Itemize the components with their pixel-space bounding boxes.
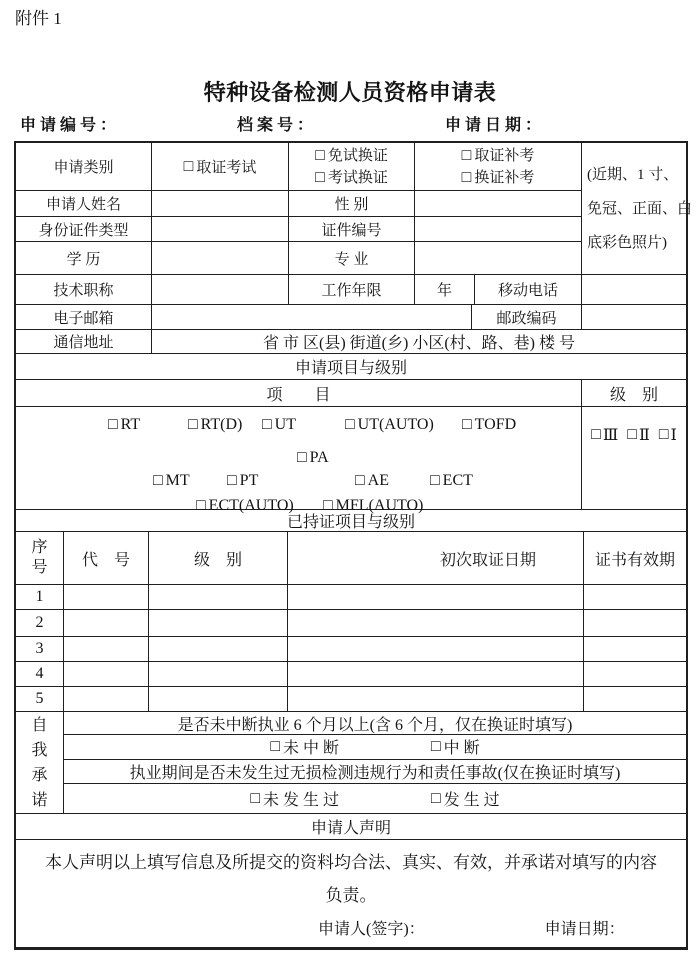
- basic-info-section: [16, 143, 693, 275]
- level-header: 级 别: [609, 386, 658, 404]
- held-level-input-cell[interactable]: [149, 687, 288, 711]
- email-input-cell[interactable]: [152, 305, 472, 329]
- checkbox-no-violation[interactable]: □ 未 发 生 过: [250, 789, 339, 810]
- postcode-label: 邮政编码: [472, 305, 582, 329]
- checkbox-icon: □: [262, 416, 272, 433]
- held-code-input-cell[interactable]: [64, 585, 149, 609]
- held-date-input-cell[interactable]: [288, 610, 584, 636]
- checkbox-rt[interactable]: □ RT: [108, 416, 141, 433]
- checkbox-level-2[interactable]: □ Ⅱ: [627, 426, 650, 444]
- held-row-no: 3: [16, 637, 64, 661]
- work-years-unit-cell: 年: [415, 275, 475, 304]
- photo-note-line: 免冠、正面、白: [587, 200, 693, 217]
- postcode-input-cell[interactable]: [582, 305, 686, 329]
- held-row-no: 4: [16, 662, 64, 686]
- checkbox-icon: □: [591, 426, 601, 443]
- checkbox-renewal-retake[interactable]: □ 换证补考: [461, 168, 535, 186]
- work-years-label: 工作年限: [289, 275, 415, 304]
- attachment-label: 附件 1: [15, 9, 62, 28]
- checkbox-pa[interactable]: □ PA: [297, 449, 329, 466]
- held-validity-input-cell[interactable]: [584, 637, 686, 661]
- checkbox-ut[interactable]: □ UT: [262, 416, 296, 433]
- checkbox-icon: □: [462, 416, 472, 433]
- photo-box: [582, 143, 692, 274]
- checkbox-icon: □: [431, 737, 441, 755]
- id-number-label: 证件编号: [289, 217, 415, 241]
- held-level-header: 级 别: [149, 532, 288, 584]
- declaration-text: 负责。: [325, 886, 377, 905]
- major-label: 专 业: [289, 242, 415, 275]
- commitment-question-2: 执业期间是否未发生过无损检测违规行为和责任事故(仅在换证时填写): [64, 760, 686, 785]
- checkbox-icon: □: [270, 737, 280, 755]
- held-level-input-cell[interactable]: [149, 610, 288, 636]
- signature-date-label: 申请日期：: [544, 921, 625, 938]
- checkbox-exam-renewal[interactable]: □ 考试换证: [315, 168, 388, 186]
- id-type-input-cell[interactable]: [152, 217, 289, 241]
- checkbox-icon: □: [430, 472, 440, 489]
- held-code-header: 代 号: [64, 532, 149, 584]
- checkbox-exempt-renewal[interactable]: □ 免试换证: [315, 146, 388, 164]
- held-validity-input-cell[interactable]: [584, 687, 686, 711]
- form-title: 特种设备检测人员资格申请表: [203, 80, 497, 105]
- education-label: 学 历: [16, 242, 152, 275]
- checkbox-icon: □: [627, 426, 637, 443]
- project-checkbox-group: [16, 407, 582, 514]
- photo-note-line: 底彩色照片): [587, 234, 667, 251]
- held-date-input-cell[interactable]: [288, 585, 584, 609]
- held-code-input-cell[interactable]: [64, 637, 149, 661]
- held-validity-input-cell[interactable]: [584, 662, 686, 686]
- checkbox-level-1[interactable]: □ Ⅰ: [658, 426, 677, 444]
- checkbox-level-3[interactable]: □ Ⅲ: [591, 426, 619, 444]
- checkbox-icon: □: [461, 168, 472, 186]
- checkbox-icon: □: [431, 789, 441, 807]
- checkbox-icon: □: [323, 497, 333, 514]
- checkbox-mfl-auto[interactable]: □ MFL(AUTO): [323, 497, 424, 514]
- held-row-no: 5: [16, 687, 64, 711]
- checkbox-certification-retake[interactable]: □ 取证补考: [461, 146, 535, 164]
- tech-title-label: 技术职称: [16, 275, 152, 304]
- held-validity-input-cell[interactable]: [584, 610, 686, 636]
- checkbox-rt-d[interactable]: □ RT(D): [188, 416, 243, 433]
- held-no-header: 序 号: [16, 532, 64, 584]
- application-no-label: 申 请 编 号 ：: [20, 117, 117, 134]
- declaration-text: 本人声明以上填写信息及所提交的资料均合法、真实、有效，并承诺对填写的内容: [45, 853, 657, 872]
- held-code-input-cell[interactable]: [64, 662, 149, 686]
- address-label: 通信地址: [16, 330, 152, 353]
- address-hint-cell[interactable]: 省 市 区(县) 街道(乡) 小区(村、路、巷) 楼 号: [263, 335, 575, 352]
- held-date-input-cell[interactable]: [288, 687, 584, 711]
- checkbox-mt[interactable]: □ MT: [153, 472, 190, 489]
- checkbox-qualification-exam[interactable]: □ 取证考试: [152, 143, 289, 190]
- photo-note-line: (近期、1 寸、: [587, 166, 679, 183]
- application-date-label: 申 请 日 期 ：: [445, 117, 542, 134]
- checkbox-icon: □: [188, 416, 198, 433]
- education-input-cell[interactable]: [152, 242, 289, 275]
- checkbox-tofd[interactable]: □ TOFD: [462, 416, 517, 433]
- declaration-section-title: 申请人声明: [16, 814, 686, 840]
- checkbox-interrupted[interactable]: □ 中 断: [431, 737, 480, 758]
- self-commitment-label: 自 我 承 诺: [16, 712, 64, 813]
- held-section-title: 已持证项目与级别: [16, 510, 686, 532]
- mobile-label: 移动电话: [475, 275, 582, 304]
- held-table-row: [16, 610, 686, 637]
- held-date-input-cell[interactable]: [288, 662, 584, 686]
- held-validity-input-cell[interactable]: [584, 585, 686, 609]
- major-input-cell[interactable]: [415, 242, 581, 275]
- checkbox-pt[interactable]: □ PT: [227, 472, 259, 489]
- checkbox-not-interrupted[interactable]: □ 未 中 断: [270, 737, 339, 758]
- held-code-input-cell[interactable]: [64, 610, 149, 636]
- level-checkbox-group: [582, 407, 686, 509]
- mobile-input-cell[interactable]: [582, 275, 686, 304]
- tech-title-input-cell[interactable]: [152, 275, 289, 304]
- commitment-question-1: 是否未中断执业 6 个月以上(含 6 个月，仅在换证时填写): [64, 712, 686, 735]
- applicant-name-input-cell[interactable]: [152, 191, 289, 216]
- held-table-row: [16, 687, 686, 712]
- held-first-date-header: 初次取证日期: [288, 532, 584, 584]
- checkbox-icon: □: [297, 449, 307, 466]
- checkbox-icon: □: [153, 472, 163, 489]
- email-label: 电子邮箱: [16, 305, 152, 329]
- checkbox-icon: □: [345, 416, 355, 433]
- apply-section-title: 申请项目与级别: [16, 354, 686, 380]
- checkbox-icon: □: [355, 472, 365, 489]
- checkbox-icon: □: [250, 789, 260, 807]
- checkbox-violation[interactable]: □ 发 生 过: [431, 789, 500, 810]
- checkbox-icon: □: [108, 416, 118, 433]
- held-date-input-cell[interactable]: [288, 637, 584, 661]
- gender-label: 性 别: [289, 191, 415, 216]
- held-code-input-cell[interactable]: [64, 687, 149, 711]
- held-level-input-cell[interactable]: [149, 585, 288, 609]
- checkbox-ect[interactable]: □ ECT: [430, 472, 473, 489]
- checkbox-icon: □: [227, 472, 237, 489]
- checkbox-icon: □: [658, 426, 669, 443]
- checkbox-icon: □: [315, 168, 325, 186]
- checkbox-icon: □: [196, 497, 206, 514]
- held-validity-header: 证书有效期: [594, 551, 675, 569]
- checkbox-ae[interactable]: □ AE: [355, 472, 389, 489]
- id-type-label: 身份证件类型: [16, 217, 152, 241]
- checkbox-icon: □: [461, 146, 472, 164]
- file-no-label: 档 案 号 ：: [237, 117, 314, 134]
- held-row-no: 2: [16, 610, 64, 636]
- declaration-cell: [16, 840, 686, 947]
- held-row-no: 1: [16, 585, 64, 609]
- held-table-row: [16, 662, 686, 687]
- self-commitment-section: [16, 712, 686, 814]
- id-number-input-cell[interactable]: [415, 217, 581, 241]
- gender-input-cell[interactable]: [415, 191, 581, 216]
- held-level-input-cell[interactable]: [149, 637, 288, 661]
- checkbox-icon: □: [183, 157, 194, 175]
- checkbox-ect-auto[interactable]: □ ECT(AUTO): [196, 497, 294, 514]
- project-header: 项 目: [16, 380, 582, 406]
- form-meta-line: [0, 112, 700, 136]
- checkbox-ut-auto[interactable]: □ UT(AUTO): [345, 416, 434, 433]
- checkbox-icon: □: [315, 146, 325, 164]
- held-level-input-cell[interactable]: [149, 662, 288, 686]
- held-table-row: [16, 637, 686, 662]
- category-label: 申请类别: [16, 143, 152, 190]
- application-form-table: [14, 141, 693, 950]
- applicant-signature-label: 申请人(签字)：: [318, 921, 425, 938]
- held-table-row: [16, 585, 686, 610]
- applicant-name-label: 申请人姓名: [16, 191, 152, 216]
